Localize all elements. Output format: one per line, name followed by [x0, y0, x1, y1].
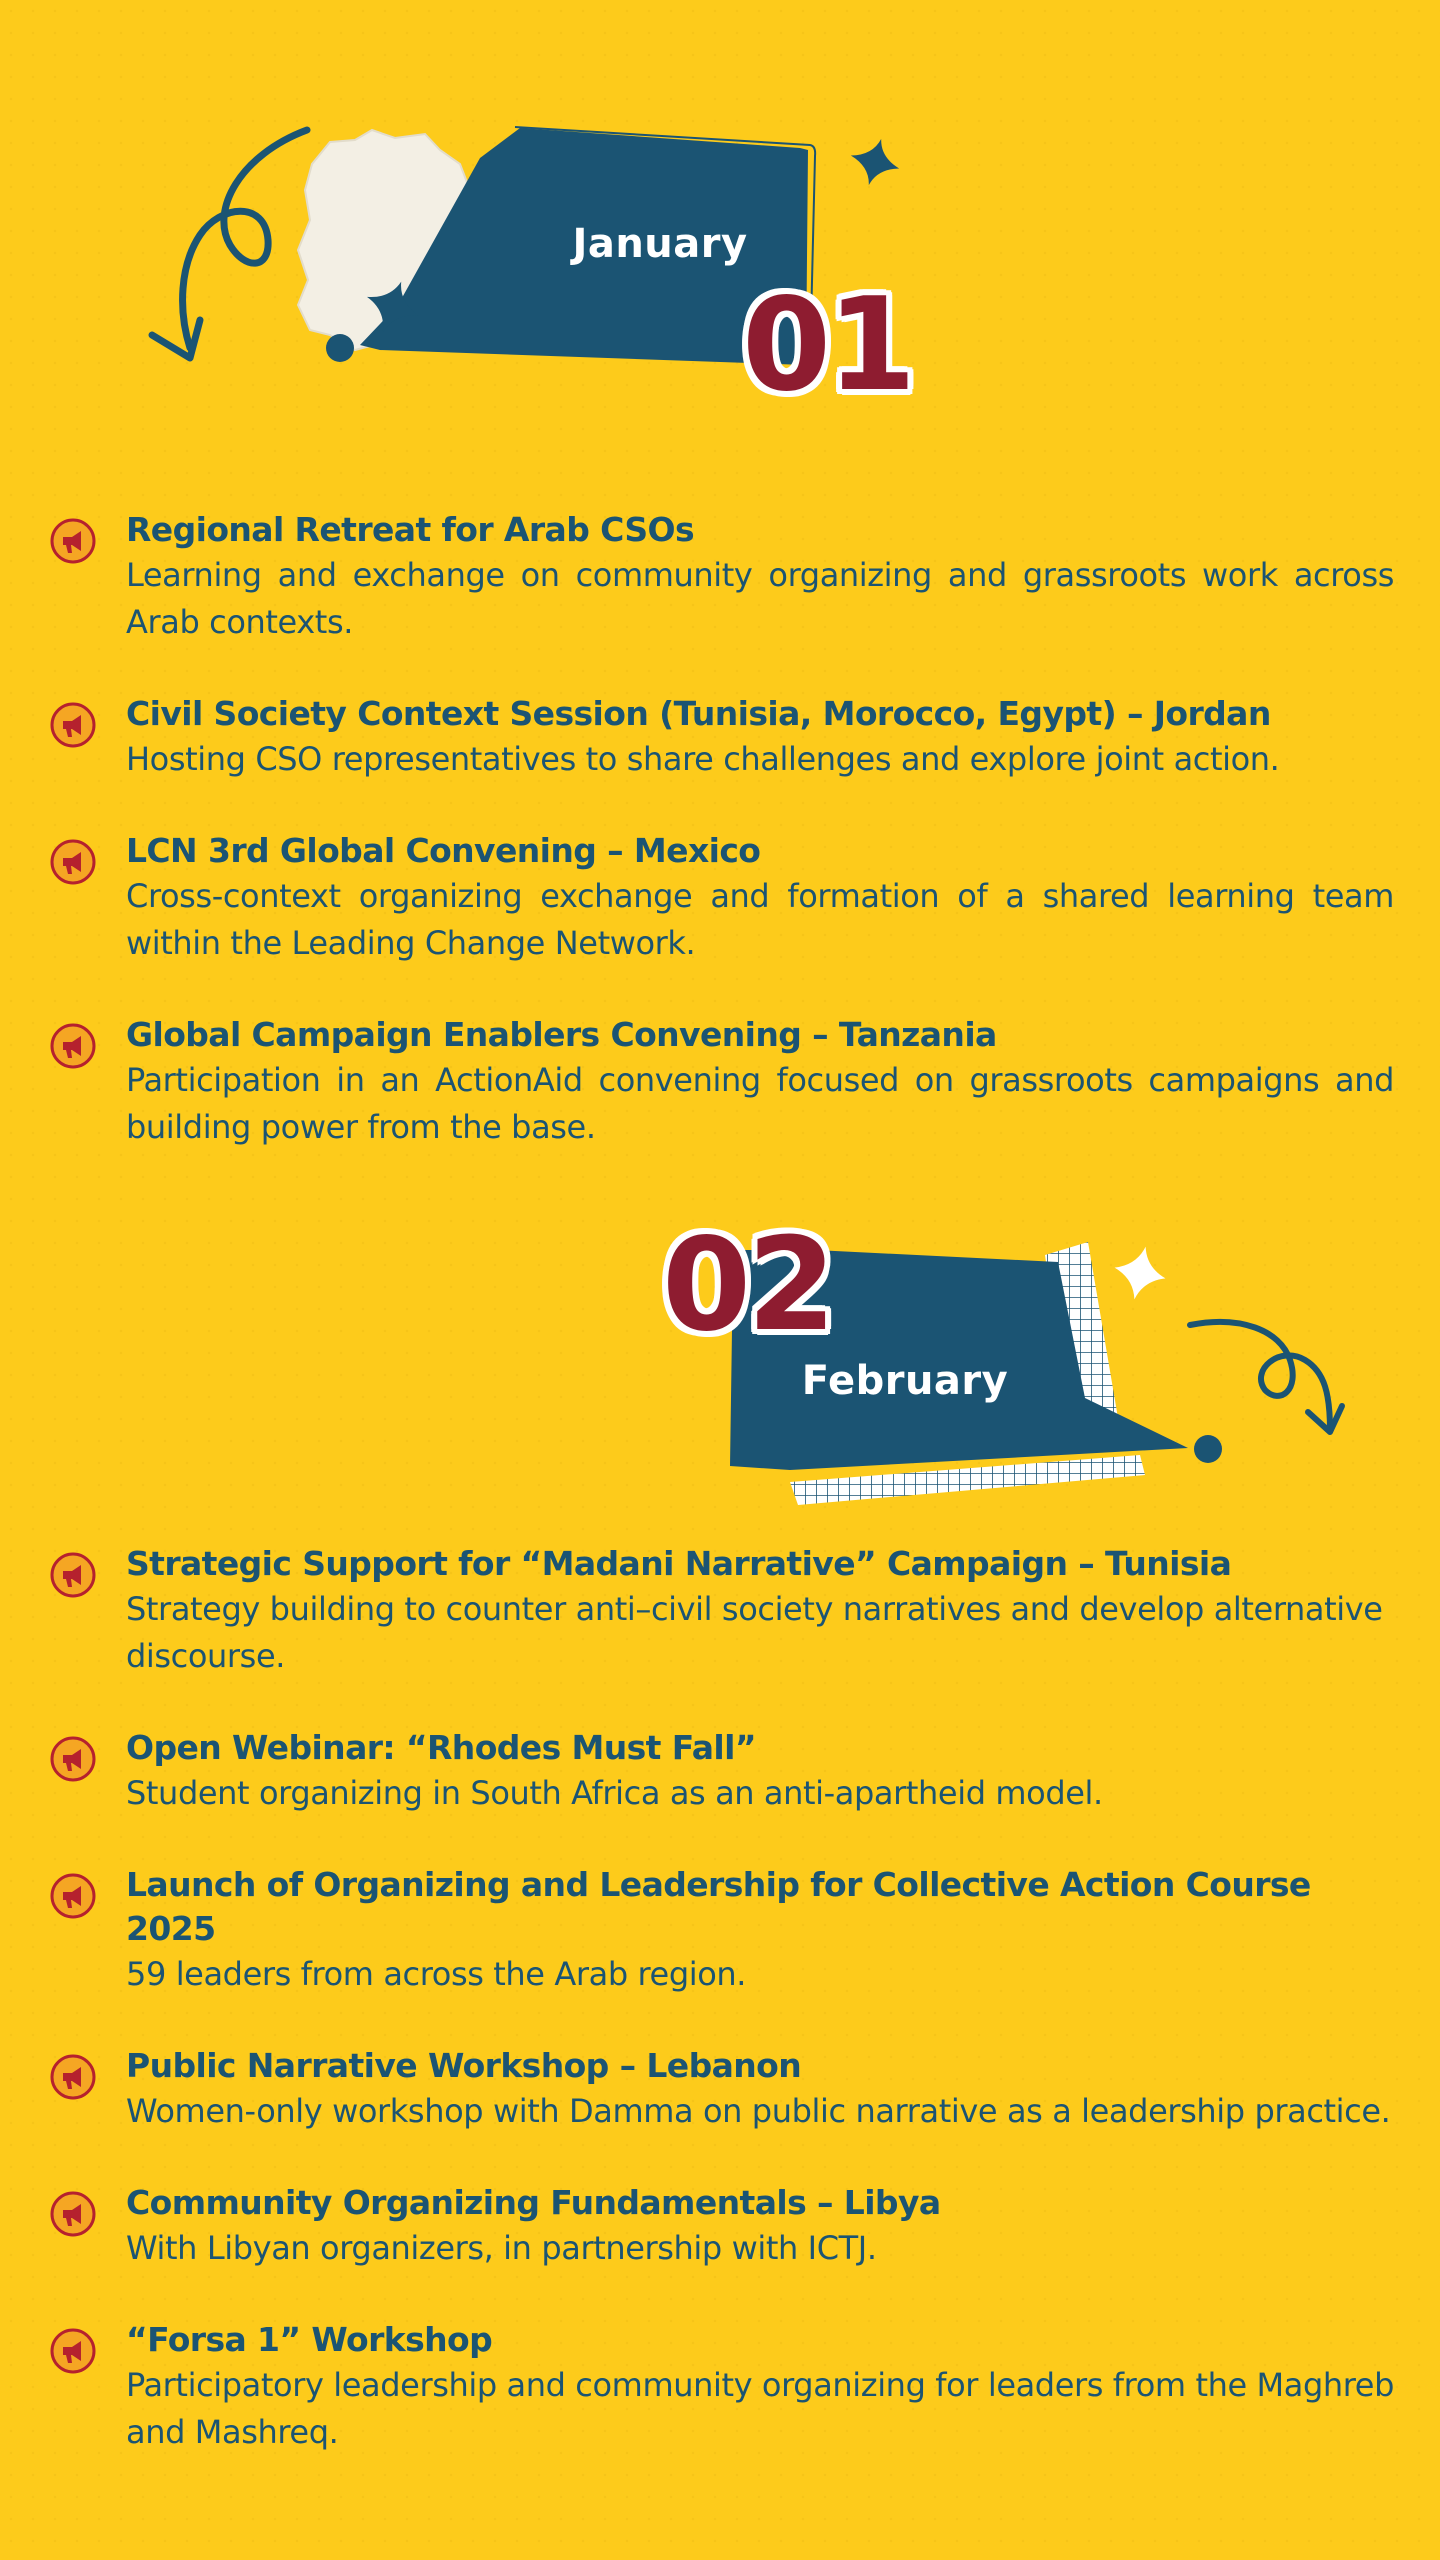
megaphone-circle-icon	[48, 1871, 98, 1921]
event-description: Participation in an ActionAid convening focused on grassroots campaigns and building power from the base.	[126, 1061, 1394, 1146]
event-title: LCN 3rd Global Convening – Mexico	[126, 831, 761, 870]
dot-icon	[326, 334, 354, 362]
megaphone-circle-icon	[48, 700, 98, 750]
list-item	[48, 508, 1394, 646]
month-number: 02	[662, 1211, 833, 1360]
event-description: Student organizing in South Africa as an anti-apartheid model.	[126, 1774, 1103, 1812]
list-item	[48, 1726, 1394, 1817]
event-title: Regional Retreat for Arab CSOs	[126, 510, 694, 549]
sparkle-star-icon	[845, 132, 906, 191]
megaphone-circle-icon	[48, 2052, 98, 2102]
sparkle-star-icon	[1109, 1241, 1171, 1305]
megaphone-circle-icon	[48, 2326, 98, 2376]
event-description: Participatory leadership and community organizing for leaders from the Maghreb and Mashreq.	[126, 2366, 1395, 2451]
february-header	[640, 1211, 1360, 1520]
list-item	[48, 1013, 1394, 1151]
month-label: January	[572, 221, 748, 267]
megaphone-circle-icon	[48, 1021, 98, 1071]
event-description: Learning and exchange on community organizing and grassroots work across Arab contexts.	[126, 556, 1394, 641]
event-description: With Libyan organizers, in partnership with ICTJ.	[126, 2229, 877, 2267]
january-event-list	[48, 508, 1394, 1197]
month-number: 01	[742, 271, 913, 420]
event-title: Global Campaign Enablers Convening – Tanzania	[126, 1015, 997, 1054]
event-title: Open Webinar: “Rhodes Must Fall”	[126, 1728, 756, 1767]
list-item	[48, 829, 1394, 967]
event-title: Public Narrative Workshop – Lebanon	[126, 2046, 802, 2085]
event-description: 59 leaders from across the Arab region.	[126, 1955, 747, 1993]
february-event-list	[48, 1542, 1394, 2502]
event-title: Civil Society Context Session (Tunisia, Morocco, Egypt) – Jordan	[126, 694, 1271, 733]
list-item	[48, 1542, 1394, 1680]
list-item	[48, 1863, 1394, 1998]
event-title: Strategic Support for “Madani Narrative” Campaign – Tunisia	[126, 1544, 1232, 1583]
list-item	[48, 2318, 1394, 2456]
megaphone-circle-icon	[48, 2189, 98, 2239]
megaphone-circle-icon	[48, 1550, 98, 1600]
event-description: Women-only workshop with Damma on public narrative as a leadership practice.	[126, 2092, 1391, 2130]
event-title: Community Organizing Fundamentals – Libya	[126, 2183, 941, 2222]
event-description: Strategy building to counter anti–civil society narratives and develop alternative discourse.	[126, 1590, 1383, 1675]
event-title: “Forsa 1” Workshop	[126, 2320, 493, 2359]
list-item	[48, 2181, 1394, 2272]
event-description: Hosting CSO representatives to share challenges and explore joint action.	[126, 740, 1280, 778]
list-item	[48, 2044, 1394, 2135]
dot-icon	[1194, 1435, 1222, 1463]
curly-arrow-icon	[152, 130, 307, 358]
list-item	[48, 692, 1394, 783]
megaphone-circle-icon	[48, 837, 98, 887]
month-label: February	[801, 1358, 1009, 1404]
january-header	[140, 120, 920, 420]
megaphone-circle-icon	[48, 1734, 98, 1784]
event-title: Launch of Organizing and Leadership for Collective Action Course 2025	[126, 1865, 1311, 1948]
curly-arrow-icon	[1190, 1322, 1342, 1432]
event-description: Cross-context organizing exchange and formation of a shared learning team within the Leading Change Network.	[126, 877, 1394, 962]
megaphone-circle-icon	[48, 516, 98, 566]
